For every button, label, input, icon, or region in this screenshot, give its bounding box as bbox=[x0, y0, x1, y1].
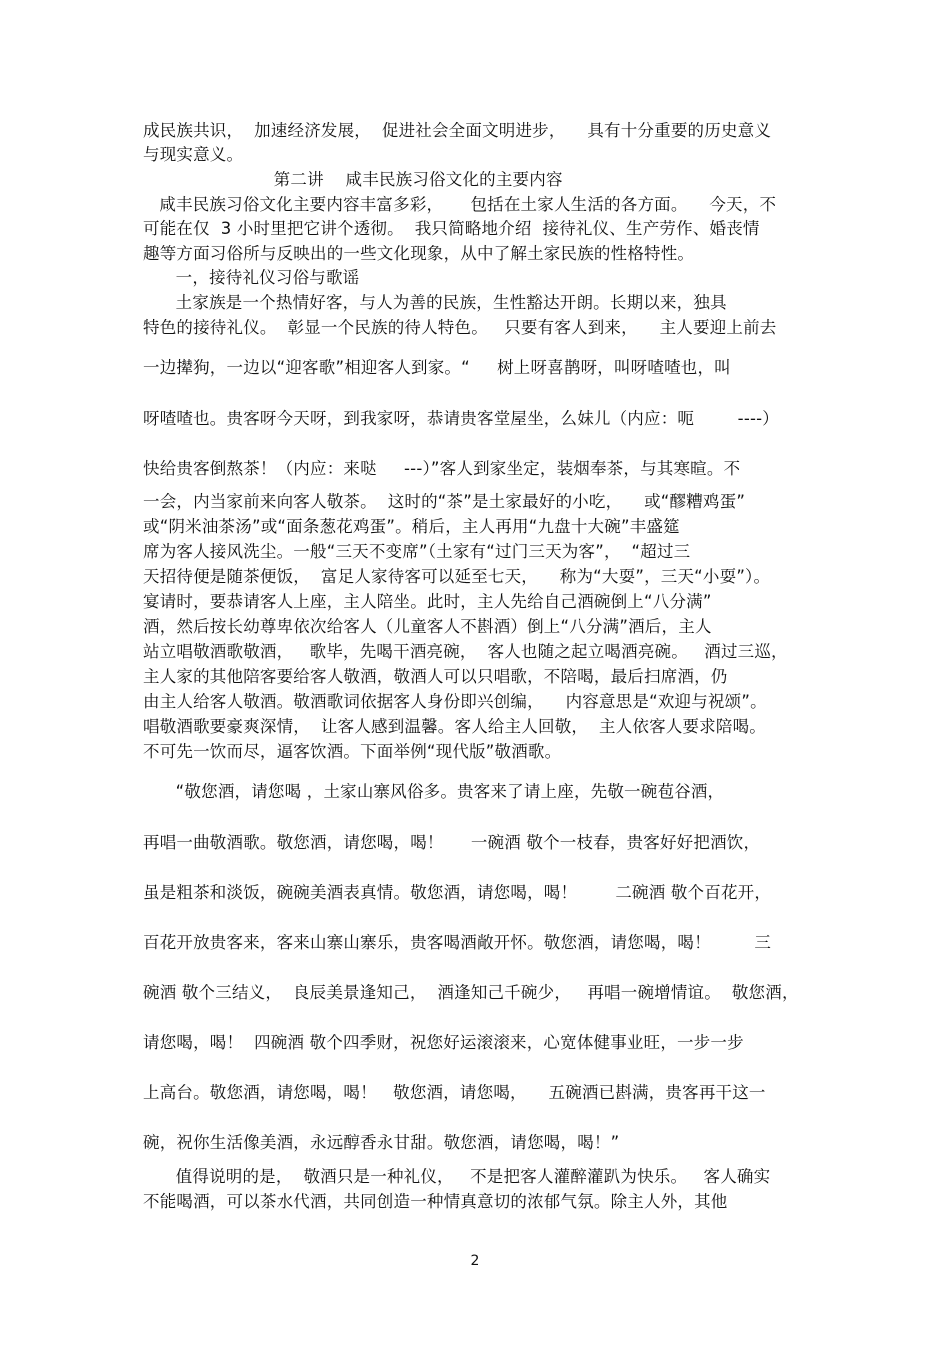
song-line: 请您喝，喝！ 四碗酒 敬个四季财，祝您好运滚滚来，心宽体健事业旺，一步一步 bbox=[143, 1033, 744, 1052]
song-line: 再唱一曲敬酒歌。敬您酒，请您喝，喝！ 一碗酒 敬个一枝春，贵客好好把酒饮， bbox=[143, 833, 761, 852]
text-line: 咸丰民族习俗文化主要内容丰富多彩， 包括在土家人生活的各方面。 今天，不 bbox=[143, 195, 777, 214]
text-line: 宴请时，要恭请客人上座，主人陪坐。此时，主人先给自己酒碗倒上“八分满” bbox=[143, 592, 712, 611]
text-line: 呀喳喳也。贵客呀今天呀，到我家呀，恭请贵客堂屋坐，么妹儿（内应：呃 ----） bbox=[143, 409, 779, 428]
text-line: 一边撵狗，一边以“迎客歌”相迎客人到家。“ 树上呀喜鹊呀，叫呀喳喳也，叫 bbox=[143, 358, 731, 377]
text-line: 特色的接待礼仪。 彰显一个民族的待人特色。 只要有客人到来， 主人要迎上前去 bbox=[143, 318, 777, 337]
text-line: 可能在仅 3 小时里把它讲个透彻。 我只简略地介绍 接待礼仪、生产劳作、婚丧情 bbox=[143, 219, 760, 238]
text-line: 站立唱敬酒歌敬酒， 歌毕，先喝干酒亮碗， 客人也随之起立喝酒亮碗。 酒过三巡， bbox=[143, 642, 788, 661]
text-line: 值得说明的是， 敬酒只是一种礼仪， 不是把客人灌醉灌趴为快乐。 客人确实 bbox=[143, 1167, 771, 1186]
text-line: 或“阴米油茶汤”或“面条葱花鸡蛋”。稍后，主人再用“九盘十大碗”丰盛筵 bbox=[143, 517, 680, 536]
text-line: 不能喝酒，可以茶水代酒，共同创造一种情真意切的浓郁气氛。除主人外，其他 bbox=[143, 1192, 728, 1211]
text-line: 一会，内当家前来向客人敬茶。 这时的“茶”是土家最好的小吃， 或“醪糟鸡蛋” bbox=[143, 492, 746, 511]
text-line: 唱敬酒歌要豪爽深情， 让客人感到温馨。客人给主人回敬， 主人依客人要求陪喝。 bbox=[143, 717, 766, 736]
text-line: 天招待便是随茶便饭， 富足人家待客可以延至七天， 称为“大耍”，三天“小耍”）。 bbox=[143, 567, 771, 586]
song-line: 碗酒 敬个三结义， 良辰美景逢知己， 酒逢知己千碗少， 再唱一碗增情谊。 敬您酒， bbox=[143, 983, 799, 1002]
text-line: 不可先一饮而尽，逼客饮酒。下面举例“现代版”敬酒歌。 bbox=[143, 742, 562, 761]
text-line: 快给贵客倒熬茶！（内应：来哒 ---）”客人到家坐定，装烟奉茶，与其寒暄。不 bbox=[143, 459, 741, 478]
text-line: 席为客人接风洗尘。一般“三天不变席”（土家有“过门三天为客”， “超过三 bbox=[143, 542, 691, 561]
song-line: “敬您酒，请您喝 ，土家山寨风俗多。贵客来了请上座，先敬一碗苞谷酒， bbox=[143, 782, 725, 801]
page-number: 2 bbox=[470, 1253, 480, 1269]
text-line: 由主人给客人敬酒。敬酒歌词依据客人身份即兴创编， 内容意思是“欢迎与祝颂”。 bbox=[143, 692, 767, 711]
song-line: 碗，祝你生活像美酒，永远醇香永甘甜。敬您酒，请您喝，喝！” bbox=[143, 1133, 620, 1152]
text-line: 主人家的其他陪客要给客人敬酒，敬酒人可以只唱歌，不陪喝，最后扫席酒，仍 bbox=[143, 667, 728, 686]
text-line: 成民族共识， 加速经济发展， 促进社会全面文明进步， 具有十分重要的历史意义 bbox=[143, 121, 772, 140]
text-line: 酒，然后按长幼尊卑依次给客人（儿童客人不斟酒）倒上“八分满”酒后，主人 bbox=[143, 617, 712, 636]
text-line: 土家族是一个热情好客，与人为善的民族，生性豁达开朗。长期以来，独具 bbox=[143, 293, 727, 312]
subsection-heading: 一，接待礼仪习俗与歌谣 bbox=[143, 268, 360, 287]
text-line: 趣等方面习俗所与反映出的一些文化现象，从中了解土家民族的性格特性。 bbox=[143, 244, 695, 263]
song-line: 虽是粗茶和淡饭，碗碗美酒表真情。敬您酒，请您喝，喝！ 二碗酒 敬个百花开， bbox=[143, 883, 772, 902]
song-line: 上高台。敬您酒，请您喝，喝！ 敬您酒，请您喝， 五碗酒已斟满，贵客再干这一 bbox=[143, 1083, 766, 1102]
section-heading: 第二讲 咸丰民族习俗文化的主要内容 bbox=[143, 170, 563, 189]
text-line: 与现实意义。 bbox=[143, 145, 244, 164]
song-line: 百花开放贵客来，客来山寨山寨乐，贵客喝酒敞开怀。敬您酒，请您喝，喝！ 三 bbox=[143, 933, 772, 952]
